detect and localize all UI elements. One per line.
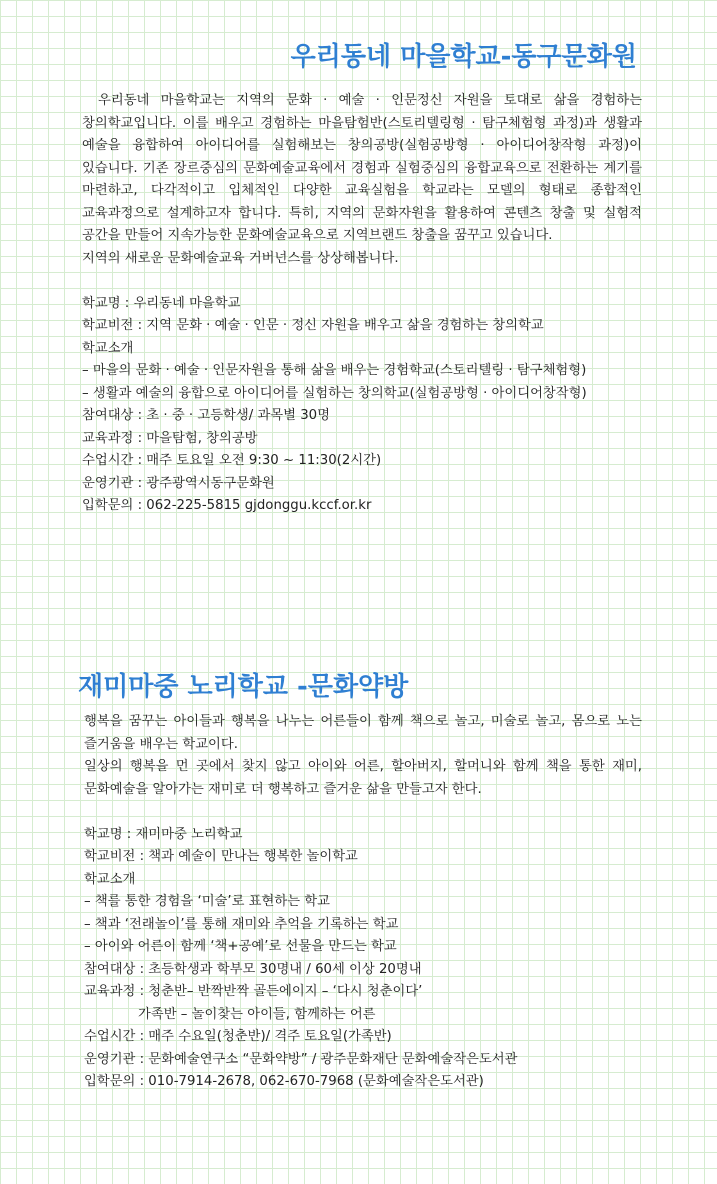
detail-line: 학교소개 [82, 340, 134, 356]
detail-line: 참여대상 : 초등학생과 학부모 30명내 / 60세 이상 20명내 [84, 961, 422, 977]
section2-title: 재미마중 노리학교 -문화약방 [78, 672, 409, 702]
detail-line: 학교명 : 재미마중 노리학교 [84, 826, 243, 842]
detail-line: 입학문의 : 062-225-5815 gjdonggu.kccf.or.kr [82, 498, 372, 513]
section1-details [82, 293, 642, 518]
detail-line: 참여대상 : 초 · 중 · 고등학생/ 과목별 30명 [82, 408, 330, 423]
detail-line: 수업시간 : 매주 토요일 오전 9:30 ~ 11:30(2시간) [82, 453, 382, 468]
section1-body [82, 90, 642, 518]
section1-intro: 우리동네 마을학교는 지역의 문화 · 예술 · 인문정신 자원을 토대로 삶을 경험하는 창의학교입니다. 이를 배우고 경험하는 마을탐험반(스토리텔링형 · 탐구체험형 과정)과 생활과 예술을 융합하여 아이디어를 실험해보는 창의공방(실험공방형 · 아이디어창작형 과정)이 있습니다. 기존 장르중심의 문화예술교육에서 경험과 실험중심의 융합교육으로 전환하는 계기를 마련하고, 다각적이고 입체적인 다양한 교육실험을 학교라는 모델의 형태로 종합적인 교육과정으로 설계하고자 합니다. 특히, 지역의 문화자원을 활용하여 콘텐츠 창출 및 실험적 공간을 만들어 지속가능한 문화예술교육으로 지역브랜드 창출을 꿈꾸고 있습니다. [82, 93, 642, 243]
section1-title: 우리동네 마을학교-동구문화원 [290, 42, 637, 72]
detail-line: 입학문의 : 010-7914-2678, 062-670-7968 (문화예술작은도서관) [84, 1074, 484, 1089]
detail-line: – 아이와 어른이 함께 ‘책+공예’로 선물을 만드는 학교 [84, 939, 397, 954]
detail-line: 교육과정 : 청춘반– 반짝반짝 골든에이지 – ‘다시 청춘이다’ [84, 984, 423, 999]
detail-line: 학교명 : 우리동네 마을학교 [82, 295, 241, 311]
spacer [82, 270, 642, 293]
section2-details [84, 824, 642, 1094]
detail-line: – 책를 통한 경험을 ‘미술’로 표현하는 학교 [84, 894, 330, 909]
section2-intro-1: 행복을 꿈꾸는 아이들과 행복을 나누는 어른들이 함께 책으로 놀고, 미술로 놀고, 몸으로 노는 즐거움을 배우는 학교이다. [84, 714, 642, 752]
detail-line: – 마을의 문화 · 예술 · 인문자원을 통해 삶을 배우는 경험학교(스토리텔링 · 탐구체험형) [82, 363, 587, 378]
detail-line: 수업시간 : 매주 수요일(청춘반)/ 격주 토요일(가족반) [84, 1029, 392, 1044]
section2-intro-2: 일상의 행복을 먼 곳에서 찾지 않고 아이와 어른, 할아버지, 할머니와 함께 책을 통한 재미, 문화예술을 알아가는 재미로 더 행복하고 즐거운 삶을 만들고자 한다. [84, 759, 642, 797]
detail-line: 운영기관 : 광주광역시동구문화원 [82, 475, 275, 491]
detail-line: 교육과정 : 마을탐험, 창의공방 [82, 430, 258, 446]
section2-body [84, 711, 642, 1094]
detail-line: 학교비전 : 지역 문화 · 예술 · 인문 · 정신 자원을 배우고 삶을 경험하는 창의학교 [82, 318, 544, 333]
detail-line: – 생활과 예술의 융합으로 아이디어를 실험하는 창의학교(실험공방형 · 아이디어창작형) [82, 385, 587, 401]
detail-line: 학교비전 : 책과 예술이 만나는 행복한 놀이학교 [84, 849, 358, 864]
detail-line: – 책과 ‘전래놀이’를 통해 재미와 추억을 기록하는 학교 [84, 916, 399, 932]
detail-line-indented: 가족반 – 놀이찾는 아이들, 함께하는 어른 [138, 1006, 376, 1022]
detail-line: 학교소개 [84, 871, 136, 887]
detail-line: 운영기관 : 문화예술연구소 “문화약방” / 광주문화재단 문화예술작은도서관 [84, 1051, 518, 1067]
section1-intro-last: 지역의 새로운 문화예술교육 거버넌스를 상상해봅니다. [82, 250, 399, 266]
spacer [84, 801, 642, 824]
